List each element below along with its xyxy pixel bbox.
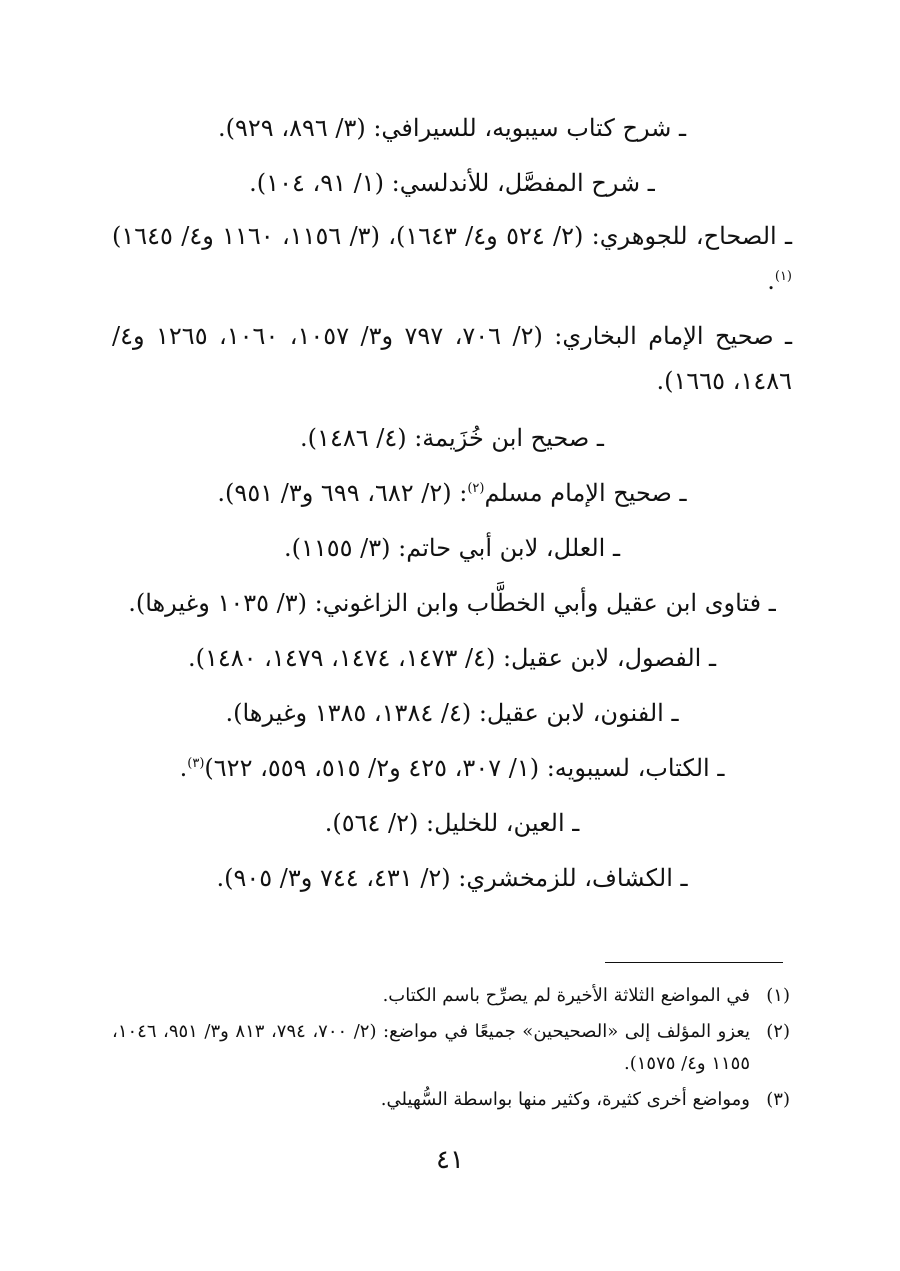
entry-text: ـ صحيح ابن خُزَيمة: (٤/ ١٤٨٦). [300,424,604,452]
footnote-text: في المواضع الثلاثة الأخيرة لم يصرِّح باسم الكتاب. [382,985,750,1006]
entry-text-end: . [179,754,188,782]
list-item [112,414,792,462]
list-item [112,159,792,207]
footnote [112,1084,790,1116]
footnote-reference: (١) [774,269,792,284]
page-number: ٤١ [436,1145,464,1175]
entry-text: ـ شرح المفصَّل، للأندلسي: (١/ ٩١، ١٠٤). [249,169,655,197]
entry-text: ـ صحيح الإمام البخاري: (٢/ ٧٠٦، ٧٩٧ و٣/ ١٠٥٧، ١٠٦٠، ١٢٦٥ و٤/ ١٤٨٦، ١٦٦٥). [112,322,793,395]
footnotes [112,980,790,1120]
entry-text: ـ فتاوى ابن عقيل وأبي الخطَّاب وابن الزاغوني: (٣/ ١٠٣٥ وغيرها). [128,589,776,617]
sources-list [112,104,792,909]
footnote-number: (٣) [766,1089,790,1110]
list-item [112,214,792,304]
entry-text: ـ صحيح الإمام مسلم [484,479,687,507]
list-item [112,854,792,902]
entry-text: ـ الفنون، لابن عقيل: (٤/ ١٣٨٤، ١٣٨٥ وغيرها). [225,699,679,727]
footnote [112,980,790,1012]
list-item [112,744,792,792]
entry-text: ـ شرح كتاب سيبويه، للسيرافي: (٣/ ٨٩٦، ٩٢٩). [218,114,686,142]
footnote-number: (٢) [766,1021,790,1042]
footnote-reference: (٢) [467,481,485,496]
footnote-text: يعزو المؤلف إلى «الصحيحين» جميعًا في مواضع: (٢/ ٧٠٠، ٧٩٤، ٨١٣ و٣/ ٩٥١، ١٠٤٦، ١١٥٥ و٤/ ١٥٧٥). [112,1021,750,1074]
list-item [112,689,792,737]
list-item [112,314,792,404]
footnote-number: (١) [766,985,790,1006]
entry-text-end: . [767,267,775,295]
list-item [112,634,792,682]
footnote-separator [605,962,783,963]
entry-text-end: : (٢/ ٦٨٢، ٦٩٩ و٣/ ٩٥١). [217,479,468,507]
entry-text: ـ الصحاح، للجوهري: (٢/ ٥٢٤ و٤/ ١٦٤٣)، (٣/ ١١٥٦، ١١٦٠ و٤/ ١٦٤٥) [112,222,793,250]
list-item [112,579,792,627]
footnote-reference: (٣) [187,756,205,771]
entry-text: ـ الكتاب، لسيبويه: (١/ ٣٠٧، ٤٢٥ و٢/ ٥١٥، ٥٥٩، ٦٢٢) [204,754,725,782]
list-item [112,799,792,847]
entry-text: ـ الكشاف، للزمخشري: (٢/ ٤٣١، ٧٤٤ و٣/ ٩٠٥). [216,864,688,892]
entry-text: ـ العين، للخليل: (٢/ ٥٦٤). [324,809,580,837]
list-item [112,524,792,572]
list-item [112,469,792,517]
footnote-text: ومواضع أخرى كثيرة، وكثير منها بواسطة السُّهيلي. [380,1089,750,1110]
entry-text: ـ العلل، لابن أبي حاتم: (٣/ ١١٥٥). [283,534,620,562]
entry-text: ـ الفصول، لابن عقيل: (٤/ ١٤٧٣، ١٤٧٤، ١٤٧٩، ١٤٨٠). [187,644,716,672]
list-item [112,104,792,152]
footnote [112,1016,790,1080]
